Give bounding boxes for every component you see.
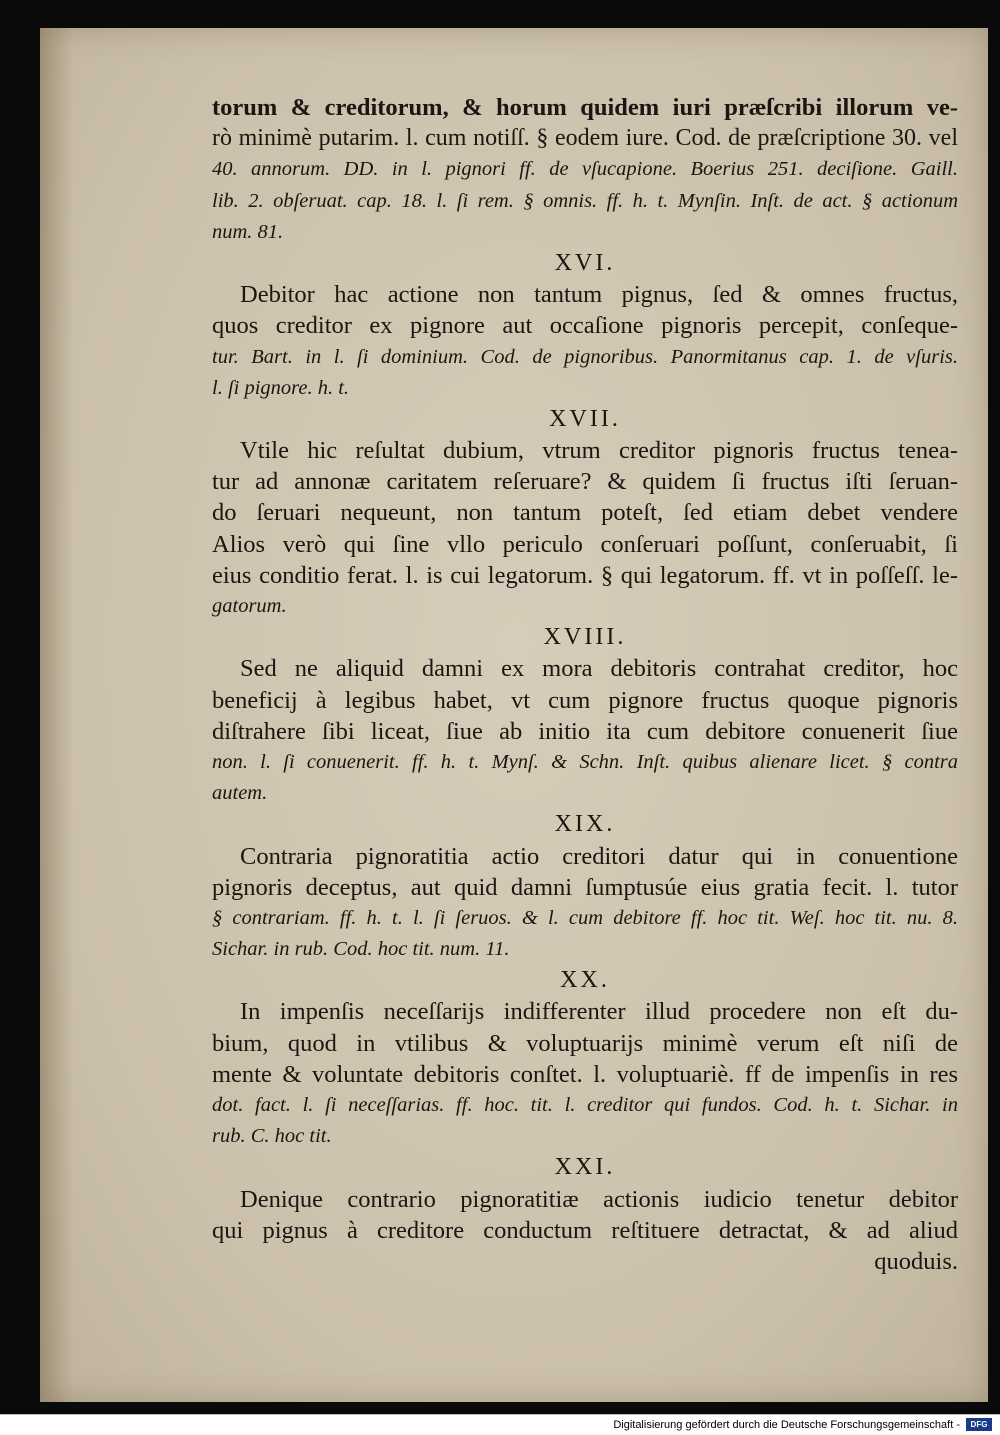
text-line: Denique contrario pignoratitiæ actionis iudicio tenetur debitor — [240, 1185, 958, 1213]
section-heading: XXI. — [554, 1154, 616, 1181]
text-line: bium, quod in vtilibus & voluptuarijs minimè verum eſt niſi de — [212, 1029, 958, 1057]
text-line: Sed ne aliquid damni ex mora debitoris contrahat creditor, hoc — [240, 655, 958, 683]
text-line: Alios verò qui ſine vllo periculo conſeruari poſſunt, conſeruabit, ſi — [212, 530, 958, 558]
section-heading: XVII. — [549, 405, 621, 432]
text-line: torum & creditorum, & horum quidem iuri præſcribi illorum ve- — [212, 94, 958, 121]
text-line: rub. C. hoc tit. — [212, 1125, 332, 1148]
section-heading: XVIII. — [543, 624, 627, 651]
text-line: In impenſis neceſſarijs indifferenter illud procedere non eſt du- — [240, 998, 958, 1026]
text-line: Debitor hac actione non tantum pignus, ſed & omnes fructus, — [240, 281, 958, 309]
text-line: eius conditio ferat. l. is cui legatorum. § qui legatorum. ff. vt in poſſeſſ. le- — [212, 561, 958, 589]
text-line: Sichar. in rub. Cod. hoc tit. num. 11. — [212, 938, 510, 961]
text-line: non. l. ſi conuenerit. ff. h. t. Mynſ. & Schn. Inſt. quibus alienare licet. § contra — [212, 750, 958, 773]
funding-notice: Digitalisierung gefördert durch die Deutsche Forschungsgemeinschaft - — [613, 1419, 960, 1431]
text-line: Vtile hic reſultat dubium, vtrum creditor pignoris fructus tenea- — [240, 437, 958, 465]
text-line: 40. annorum. DD. in l. pignori ff. de vſucapione. Boerius 251. deciſione. Gaill. — [212, 158, 958, 181]
text-line: gatorum. — [212, 595, 287, 617]
text-line: autem. — [212, 782, 268, 805]
footer-bar — [0, 1414, 1000, 1435]
text-line: lib. 2. obſeruat. cap. 18. l. ſi rem. § omnis. ff. h. t. Mynſin. Inſt. de act. § actionum — [212, 189, 958, 212]
text-line: num. 81. — [212, 220, 284, 243]
section-heading: XVI. — [554, 249, 616, 276]
section-heading: XX. — [560, 967, 610, 994]
page-text — [212, 92, 958, 1277]
text-line: rò minimè putarim. l. cum notiſſ. § eodem iure. Cod. de præſcriptione 30. vel — [212, 125, 958, 152]
text-line: beneficij à legibus habet, vt cum pignore fructus quoque pignoris — [212, 686, 958, 714]
text-line: l. ſi pignore. h. t. — [212, 376, 350, 399]
text-line: dot. fact. l. ſi neceſſarias. ff. hoc. tit. l. creditor qui fundos. Cod. h. t. Sichar. in — [212, 1094, 958, 1116]
text-line: § contrariam. ff. h. t. l. ſi ſeruos. & l. cum debitore ff. hoc tit. Weſ. hoc tit. nu. 8. — [212, 906, 958, 929]
section-heading: XIX. — [554, 811, 616, 838]
page-gutter-shadow — [40, 28, 74, 1402]
text-line: tur ad annonæ caritatem reſeruare? & quidem ſi fructus iſti ſeruan- — [212, 468, 958, 496]
catchword: quoduis. — [874, 1247, 958, 1275]
text-line: Contraria pignoratitia actio creditori datur qui in conuentione — [240, 842, 958, 870]
text-line: mente & voluntate debitoris conſtet. l. voluptuariè. ff de impenſis in res — [212, 1060, 958, 1088]
text-line: qui pignus à creditore conductum reſtituere detractat, & ad aliud — [212, 1216, 958, 1244]
text-line: quos creditor ex pignore aut occaſione pignoris percepit, conſeque- — [212, 312, 958, 340]
text-line: diſtrahere ſibi liceat, ſiue ab initio ita cum debitore conuenerit ſiue — [212, 717, 958, 745]
text-line: do ſeruari nequeunt, non tantum poteſt, ſed etiam debet vendere — [212, 499, 958, 527]
text-line: pignoris deceptus, aut quid damni ſumptusúe eius gratia fecit. l. tutor — [212, 873, 958, 901]
text-line: tur. Bart. in l. ſi dominium. Cod. de pignoribus. Panormitanus cap. 1. de vſuris. — [212, 345, 958, 368]
dfg-logo-icon: DFG — [966, 1418, 992, 1431]
